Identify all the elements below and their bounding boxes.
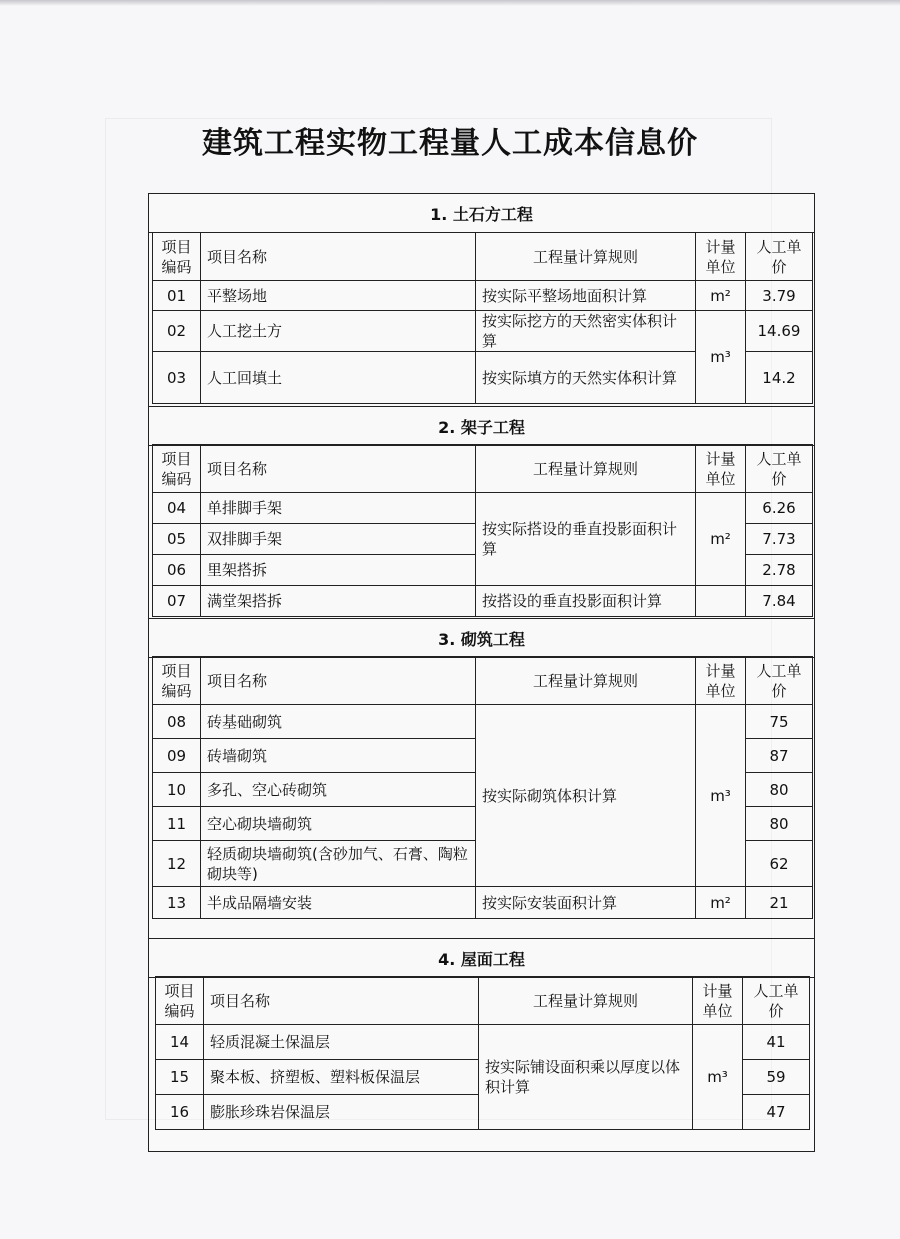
col-header-rule: 工程量计算规则 (476, 233, 696, 281)
calc-rule: 按实际砌筑体积计算 (476, 705, 696, 887)
unit-price: 21 (746, 887, 813, 919)
item-name: 人工挖土方 (201, 311, 476, 352)
unit-price: 7.84 (746, 586, 813, 617)
col-header-name: 项目名称 (201, 445, 476, 493)
item-code: 16 (156, 1095, 204, 1130)
item-code: 15 (156, 1060, 204, 1095)
col-header-name: 项目名称 (201, 233, 476, 281)
unit-price: 80 (746, 807, 813, 841)
col-header-rule: 工程量计算规则 (479, 977, 693, 1025)
item-code: 12 (153, 841, 201, 887)
table-row (153, 493, 813, 524)
col-header-name: 项目名称 (201, 657, 476, 705)
unit-price: 75 (746, 705, 813, 739)
item-code: 13 (153, 887, 201, 919)
item-name: 双排脚手架 (201, 524, 476, 555)
item-name: 平整场地 (201, 281, 476, 311)
unit: m² (696, 887, 746, 919)
unit (696, 586, 746, 617)
item-code: 10 (153, 773, 201, 807)
item-name: 多孔、空心砖砌筑 (201, 773, 476, 807)
item-code: 02 (153, 311, 201, 352)
unit-price: 7.73 (746, 524, 813, 555)
col-header-code: 项目编码 (153, 233, 201, 281)
unit: m² (696, 281, 746, 311)
col-header-price: 人工单价 (743, 977, 810, 1025)
item-name: 里架搭拆 (201, 555, 476, 586)
unit-price: 14.69 (746, 311, 813, 352)
unit-price: 14.2 (746, 352, 813, 404)
item-name: 空心砌块墙砌筑 (201, 807, 476, 841)
col-header-unit: 计量单位 (696, 233, 746, 281)
page-title: 建筑工程实物工程量人工成本信息价 (202, 126, 698, 161)
table-row (153, 311, 813, 352)
item-code: 03 (153, 352, 201, 404)
item-name: 砖基础砌筑 (201, 705, 476, 739)
unit-price: 80 (746, 773, 813, 807)
col-header-rule: 工程量计算规则 (476, 657, 696, 705)
section-title: 3. 砌筑工程 (149, 618, 814, 658)
item-code: 01 (153, 281, 201, 311)
table-row (153, 586, 813, 617)
unit-price: 2.78 (746, 555, 813, 586)
unit: m² (696, 493, 746, 586)
unit: m³ (696, 705, 746, 887)
col-header-rule: 工程量计算规则 (476, 445, 696, 493)
section-title: 1. 土石方工程 (149, 194, 814, 233)
item-name: 砖墙砌筑 (201, 739, 476, 773)
col-header-code: 项目编码 (153, 657, 201, 705)
unit-price: 6.26 (746, 493, 813, 524)
item-name: 满堂架搭拆 (201, 586, 476, 617)
unit-price: 3.79 (746, 281, 813, 311)
unit-price: 59 (743, 1060, 810, 1095)
calc-rule: 按实际搭设的垂直投影面积计算 (476, 493, 696, 586)
table-row (156, 1025, 810, 1060)
col-header-code: 项目编码 (156, 977, 204, 1025)
unit-price: 62 (746, 841, 813, 887)
table-row (153, 705, 813, 739)
cost-info-sheet (148, 193, 815, 1152)
table-row (153, 887, 813, 919)
table-row (153, 281, 813, 311)
col-header-name: 项目名称 (204, 977, 479, 1025)
calc-rule: 按搭设的垂直投影面积计算 (476, 586, 696, 617)
unit-price: 41 (743, 1025, 810, 1060)
section-title: 2. 架子工程 (149, 406, 814, 446)
item-code: 05 (153, 524, 201, 555)
scaffold-table (152, 444, 813, 617)
roofing-table (155, 976, 810, 1130)
item-name: 半成品隔墙安装 (201, 887, 476, 919)
item-name: 单排脚手架 (201, 493, 476, 524)
item-code: 07 (153, 586, 201, 617)
earthwork-table (152, 232, 813, 404)
col-header-unit: 计量单位 (696, 445, 746, 493)
masonry-table (152, 656, 813, 919)
unit-price: 47 (743, 1095, 810, 1130)
item-name: 聚本板、挤塑板、塑料板保温层 (204, 1060, 479, 1095)
calc-rule: 按实际挖方的天然密实体积计算 (476, 311, 696, 352)
calc-rule: 按实际平整场地面积计算 (476, 281, 696, 311)
unit: m³ (693, 1025, 743, 1130)
item-name: 膨胀珍珠岩保温层 (204, 1095, 479, 1130)
col-header-price: 人工单价 (746, 445, 813, 493)
item-code: 14 (156, 1025, 204, 1060)
section-title: 4. 屋面工程 (149, 938, 814, 978)
col-header-unit: 计量单位 (696, 657, 746, 705)
unit-price: 87 (746, 739, 813, 773)
unit: m³ (696, 311, 746, 404)
col-header-unit: 计量单位 (693, 977, 743, 1025)
item-name: 轻质砌块墙砌筑(含砂加气、石膏、陶粒砌块等) (201, 841, 476, 887)
calc-rule: 按实际铺设面积乘以厚度以体积计算 (479, 1025, 693, 1130)
item-code: 11 (153, 807, 201, 841)
col-header-code: 项目编码 (153, 445, 201, 493)
item-code: 04 (153, 493, 201, 524)
item-code: 09 (153, 739, 201, 773)
item-name: 轻质混凝土保温层 (204, 1025, 479, 1060)
calc-rule: 按实际填方的天然实体积计算 (476, 352, 696, 404)
item-name: 人工回填土 (201, 352, 476, 404)
col-header-price: 人工单价 (746, 233, 813, 281)
item-code: 06 (153, 555, 201, 586)
scan-edge (0, 0, 900, 6)
calc-rule: 按实际安装面积计算 (476, 887, 696, 919)
item-code: 08 (153, 705, 201, 739)
col-header-price: 人工单价 (746, 657, 813, 705)
